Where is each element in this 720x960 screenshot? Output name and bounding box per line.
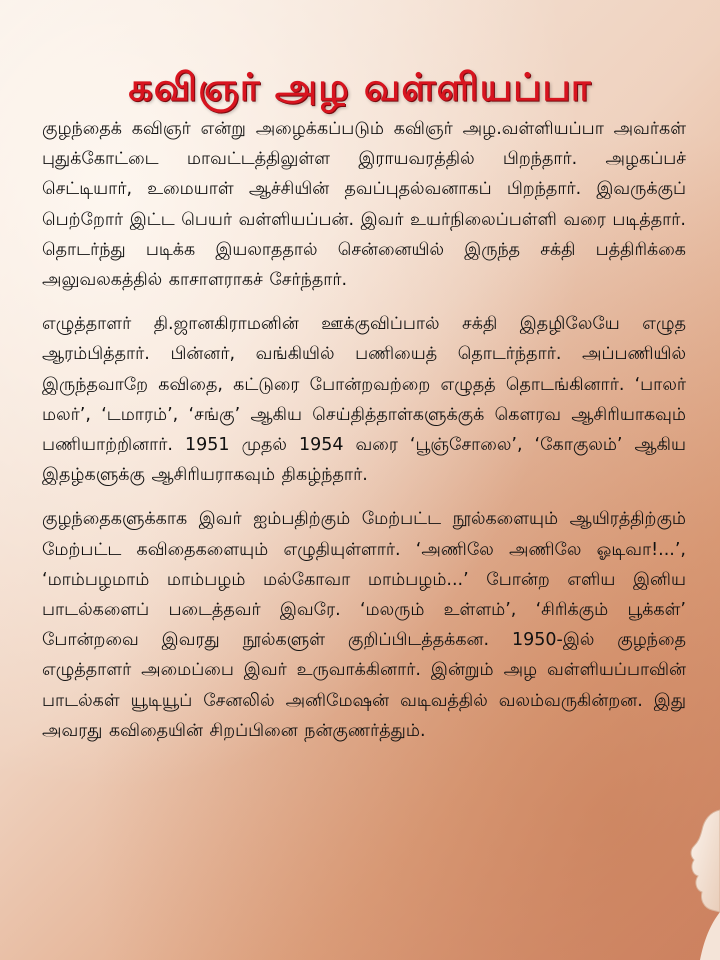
article-body	[42, 114, 686, 760]
page-title: கவிஞர் அழ வள்ளியப்பா	[128, 65, 592, 110]
paragraph-1: குழந்தைக் கவிஞர் என்று அழைக்கப்படும் கவிஞர் அழ.வள்ளியப்பா அவர்கள் புதுக்கோட்டை மாவட்டத்திலுள்ள இராயவரத்தில் பிறந்தார். அழகப்பச் செட்டியார், உமையாள் ஆச்சியின் தவப்புதல்வனாகப் பிறந்தார். இவருக்குப் பெற்றோர் இட்ட பெயர் வள்ளியப்பன். இவர் உயர்நிலைப்பள்ளி வரை படித்தார். தொடர்ந்து படிக்க இயலாததால் சென்னையில் இருந்த சக்தி பத்திரிக்கை அலுவலகத்தில் காசாளராகச் சேர்ந்தார்.	[42, 119, 686, 291]
paragraph-2: எழுத்தாளர் தி.ஜானகிராமனின் ஊக்குவிப்பால் சக்தி இதழிலேயே எழுத ஆரம்பித்தார். பின்னர், வங்கியில் பணியைத் தொடர்ந்தார். அப்பணியில் இருந்தவாறே கவிதை, கட்டுரை போன்றவற்றை எழுதத் தொடங்கினார். ‘பாலர் மலர்’, ‘டமாரம்’, ‘சங்கு’ ஆகிய செய்தித்தாள்களுக்குக் கௌரவ ஆசிரியாகவும் பணியாற்றினார். 1951 முதல் 1954 வரை ‘பூஞ்சோலை’, ‘கோகுலம்’ ஆகிய இதழ்களுக்கு ஆசிரியராகவும் திகழ்ந்தார்.	[42, 314, 686, 486]
hand-illustration-icon	[660, 790, 720, 960]
paragraph-3: குழந்தைகளுக்காக இவர் ஐம்பதிற்கும் மேற்பட்ட நூல்களையும் ஆயிரத்திற்கும் மேற்பட்ட கவிதைகளையும் எழுதியுள்ளார். ‘அணிலே அணிலே ஓடிவா!...’, ‘மாம்பழமாம் மாம்பழம் மல்கோவா மாம்பழம்...’ போன்ற எளிய இனிய பாடல்களைப் படைத்தவர் இவரே. ‘மலரும் உள்ளம்’, ‘சிரிக்கும் பூக்கள்’ போன்றவை இவரது நூல்களுள் குறிப்பிடத்தக்கன. 1950-இல் குழந்தை எழுத்தாளர் அமைப்பை இவர் உருவாக்கினார். இன்றும் அழ வள்ளியப்பாவின் பாடல்கள் யூடியூப் சேனலில் அனிமேஷன் வடிவத்தில் வலம்வருகின்றன. இது அவரது கவிதையின் சிறப்பினை நன்குணர்த்தும்.	[42, 509, 686, 741]
